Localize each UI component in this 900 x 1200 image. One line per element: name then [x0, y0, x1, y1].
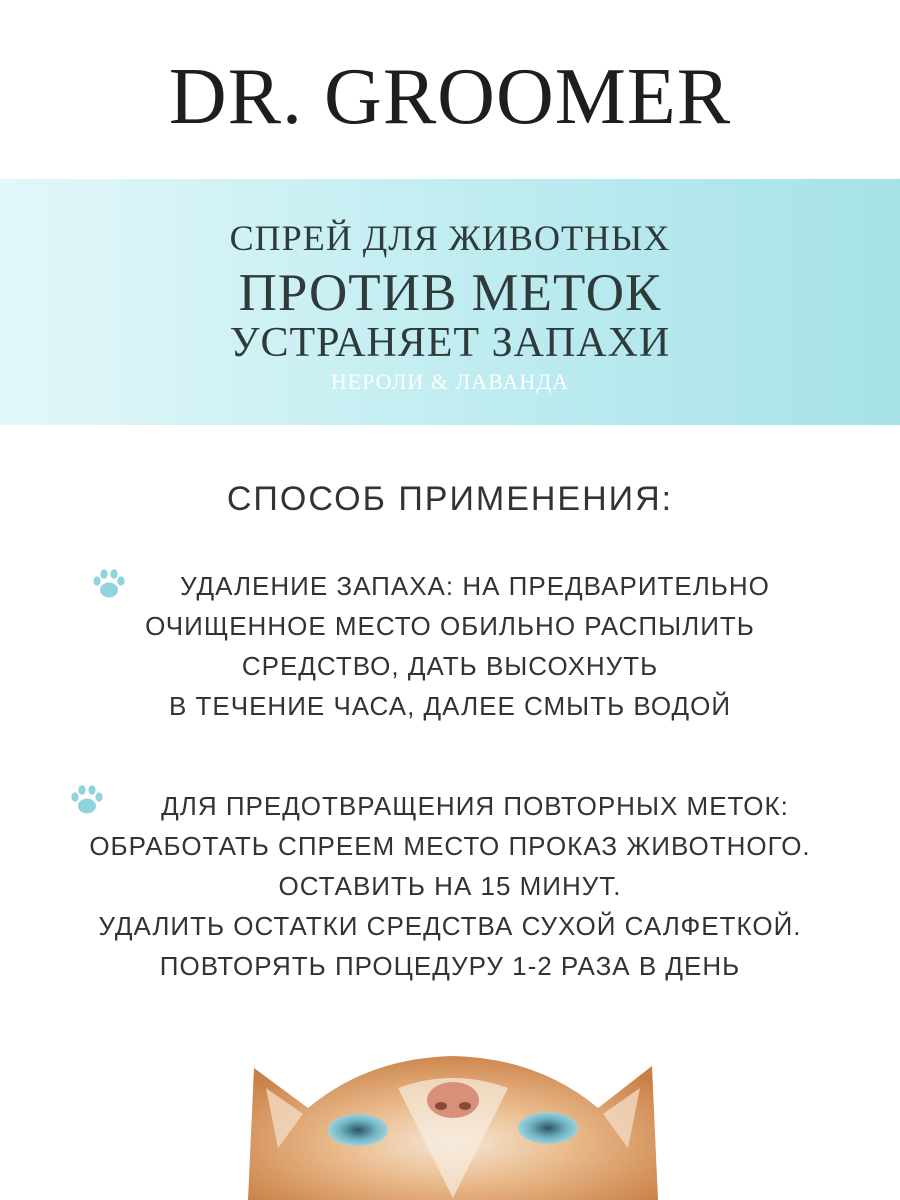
instruction-line: ОБРАБОТАТЬ СПРЕЕМ МЕСТО ПРОКАЗ ЖИВОТНОГО. — [89, 831, 811, 861]
banner-line-1: СПРЕЙ ДЛЯ ЖИВОТНЫХ — [229, 218, 671, 258]
instruction-line: ДЛЯ ПРЕДОТВРАЩЕНИЯ ПОВТОРНЫХ МЕТОК: — [161, 791, 789, 821]
banner-line-2: ПРОТИВ МЕТОК — [238, 264, 662, 322]
cat-photo — [248, 1048, 658, 1200]
instruction-line: В ТЕЧЕНИЕ ЧАСА, ДАЛЕЕ СМЫТЬ ВОДОЙ — [168, 691, 732, 721]
instruction-line: ОСТАВИТЬ НА 15 МИНУТ. — [278, 871, 622, 901]
instruction-line: УДАЛЕНИЕ ЗАПАХА: НА ПРЕДВАРИТЕЛЬНО — [180, 571, 770, 601]
banner-line-3: УСТРАНЯЕТ ЗАПАХИ — [229, 320, 671, 366]
instruction-odor-removal — [0, 566, 900, 726]
instruction-line: ПОВТОРЯТЬ ПРОЦЕДУРУ 1-2 РАЗА В ДЕНЬ — [159, 951, 741, 981]
method-title: СПОСОБ ПРИМЕНЕНИЯ: — [226, 480, 674, 518]
banner-scent: НЕРОЛИ & ЛАВАНДА — [330, 369, 570, 394]
instruction-line: ОЧИЩЕННОЕ МЕСТО ОБИЛЬНО РАСПЫЛИТЬ — [145, 611, 755, 641]
instruction-line: УДАЛИТЬ ОСТАТКИ СРЕДСТВА СУХОЙ САЛФЕТКОЙ. — [98, 911, 802, 941]
instruction-line: СРЕДСТВО, ДАТЬ ВЫСОХНУТЬ — [241, 651, 659, 681]
instruction-prevent-marking — [0, 786, 900, 986]
product-banner — [0, 179, 900, 425]
brand-logo: DR. GROOMER — [168, 53, 732, 141]
